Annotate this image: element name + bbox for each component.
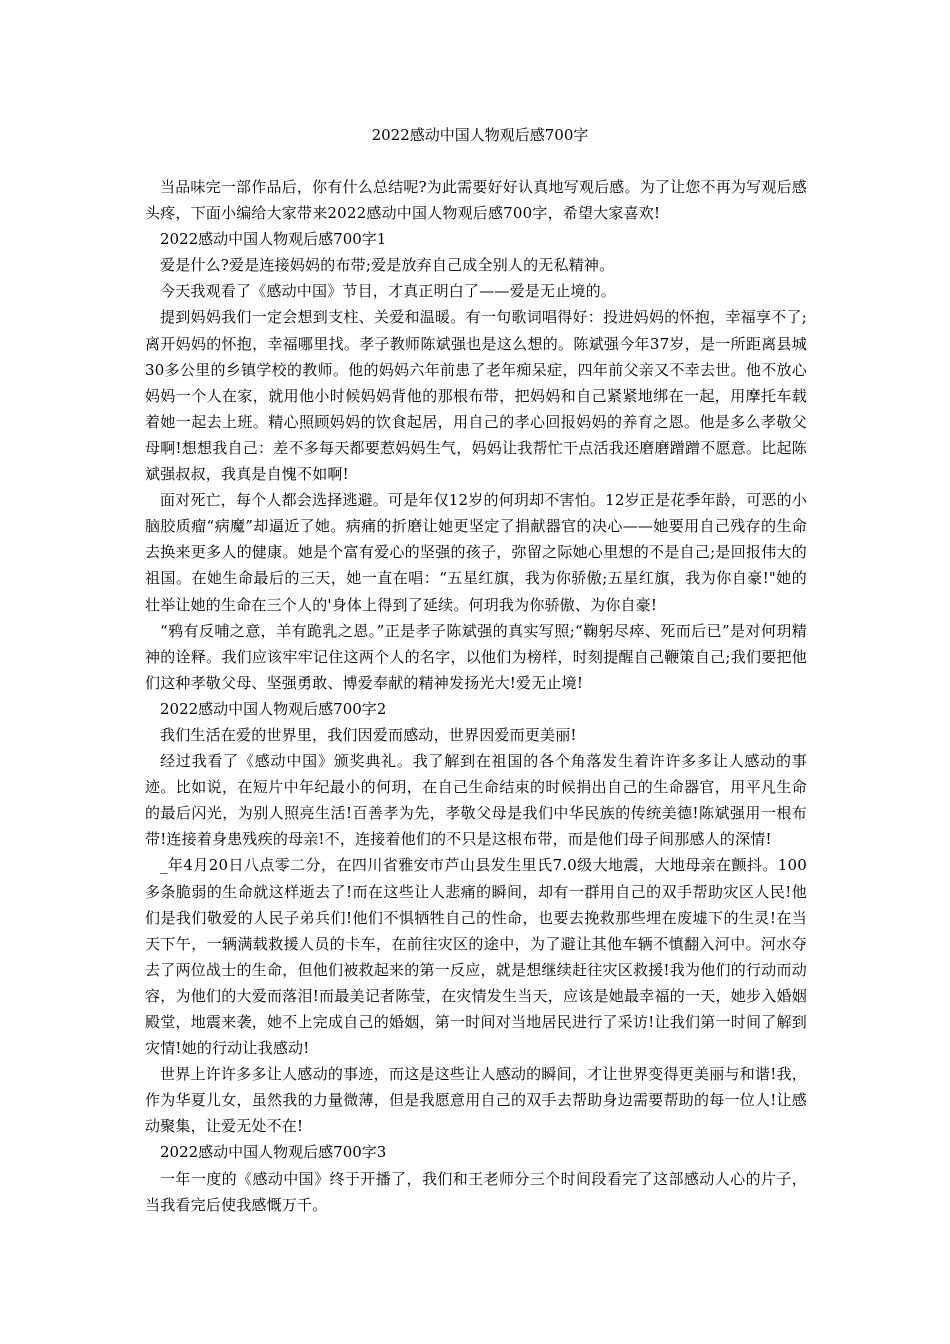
paragraph: 提到妈妈我们一定会想到支柱、关爱和温暖。有一句歌词唱得好：投进妈妈的怀抱，幸福享不了;离开妈妈的怀抱，幸福哪里找。孝子教师陈斌强也是这么想的。陈斌强今年37岁，是一所距离县城30多公里的乡镇学校的教师。他的妈妈六年前患了老年痴呆症，四年前父亲又不幸去世。他不放心妈妈一个人在家，就用他小时候妈妈背他的那根布带，把妈妈和自己紧紧地绑在一起，用摩托车载着她一起去上班。精心照顾妈妈的饮食起居，用自己的孝心回报妈妈的养育之恩。他是多么孝敬父母啊!想想我自己：差不多每天都要惹妈妈生气，妈妈让我帮忙干点活我还磨磨蹭蹭不愿意。比起陈斌强叔叔，我真是自愧不如啊!	[145, 308, 807, 484]
document-title: 2022感动中国人物观后感700字	[371, 126, 589, 144]
paragraph: 今天我观看了《感动中国》节目，才真正明白了——爱是无止境的。	[160, 282, 617, 301]
section-heading: 2022感动中国人物观后感700字3	[160, 1143, 387, 1162]
document-page	[145, 122, 807, 1218]
section-heading: 2022感动中国人物观后感700字2	[160, 699, 387, 718]
paragraph: 一年一度的《感动中国》终于开播了，我们和王老师分三个时间段看完了这部感动人心的片子，当我看完后使我感慨万千。	[145, 1169, 807, 1214]
paragraph: 爱是什么?爱是连接妈妈的布带;爱是放弃自己成全别人的无私精神。	[160, 256, 615, 275]
paragraph: 世界上许许多多让人感动的事迹，而这是这些让人感动的瞬间，才让世界变得更美丽与和谐!我，作为华夏儿女，虽然我的力量微薄，但是我愿意用自己的双手去帮助身边需要帮助的每一位人!让感动聚集，让爱无处不在!	[145, 1065, 807, 1136]
paragraph: “鸦有反哺之意，羊有跪乳之恩。”正是孝子陈斌强的真实写照;“鞠躬尽瘁、死而后已”是对何玥精神的诠释。我们应该牢牢记住这两个人的名字，以他们为榜样，时刻提醒自己鞭策自己;我们要把他们这种孝敬父母、坚强勇敢、博爱奉献的精神发扬光大!爱无止境!	[145, 621, 807, 692]
section-heading: 2022感动中国人物观后感700字1	[160, 230, 387, 249]
paragraph: _年4月20日八点零二分，在四川省雅安市芦山县发生里氏7.0级大地震，大地母亲在颤抖。100多条脆弱的生命就这样逝去了!而在这些让人悲痛的瞬间，却有一群用自己的双手帮助灾区人民!他们是我们敬爱的人民子弟兵们!他们不惧牺牲自己的性命，也要去挽救那些埋在废墟下的生灵!在当天下午，一辆满载救援人员的卡车，在前往灾区的途中，为了避让其他车辆不慎翻入河中。河水夺去了两位战士的生命，但他们被救起来的第一反应，就是想继续赶往灾区救援!我为他们的行动而动容，为他们的大爱而落泪!而最美记者陈莹，在灾情发生当天，应该是她最幸福的一天，她步入婚姻殿堂，地震来袭，她不上完成自己的婚姻，第一时间对当地居民进行了采访!让我们第一时间了解到灾情!她的行动让我感动!	[145, 856, 807, 1058]
paragraph: 经过我看了《感动中国》颁奖典礼。我了解到在祖国的各个角落发生着许许多多让人感动的事迹。比如说，在短片中年纪最小的何玥，在自己生命结束的时候捐出自己的生命器官，用平凡生命的最后闪光，为别人照亮生活!百善孝为先，孝敬父母是我们中华民族的传统美德!陈斌强用一根布带!连接着身患残疾的母亲!不，连接着他们的不只是这根布带，而是他们母子间那感人的深情!	[145, 752, 807, 849]
paragraph: 我们生活在爱的世界里，我们因爱而感动，世界因爱而更美丽!	[160, 725, 577, 744]
paragraph: 面对死亡，每个人都会选择逃避。可是年仅12岁的何玥却不害怕。12岁正是花季年龄，可恶的小脑胶质瘤“病魔”却逼近了她。病痛的折磨让她更坚定了捐献器官的决心——她要用自己残存的生命去换来更多人的健康。她是个富有爱心的坚强的孩子，弥留之际她心里想的不是自己;是回报伟大的祖国。在她生命最后的三天，她一直在唱：“五星红旗，我为你骄傲;五星红旗，我为你自豪!"她的壮举让她的生命在三个人的'身体上得到了延续。何玥我为你骄傲、为你自豪!	[145, 491, 807, 614]
paragraph: 当品味完一部作品后，你有什么总结呢?为此需要好好认真地写观后感。为了让您不再为写观后感头疼，下面小编给大家带来2022感动中国人物观后感700字，希望大家喜欢!	[145, 178, 807, 223]
document-body	[145, 174, 807, 1218]
